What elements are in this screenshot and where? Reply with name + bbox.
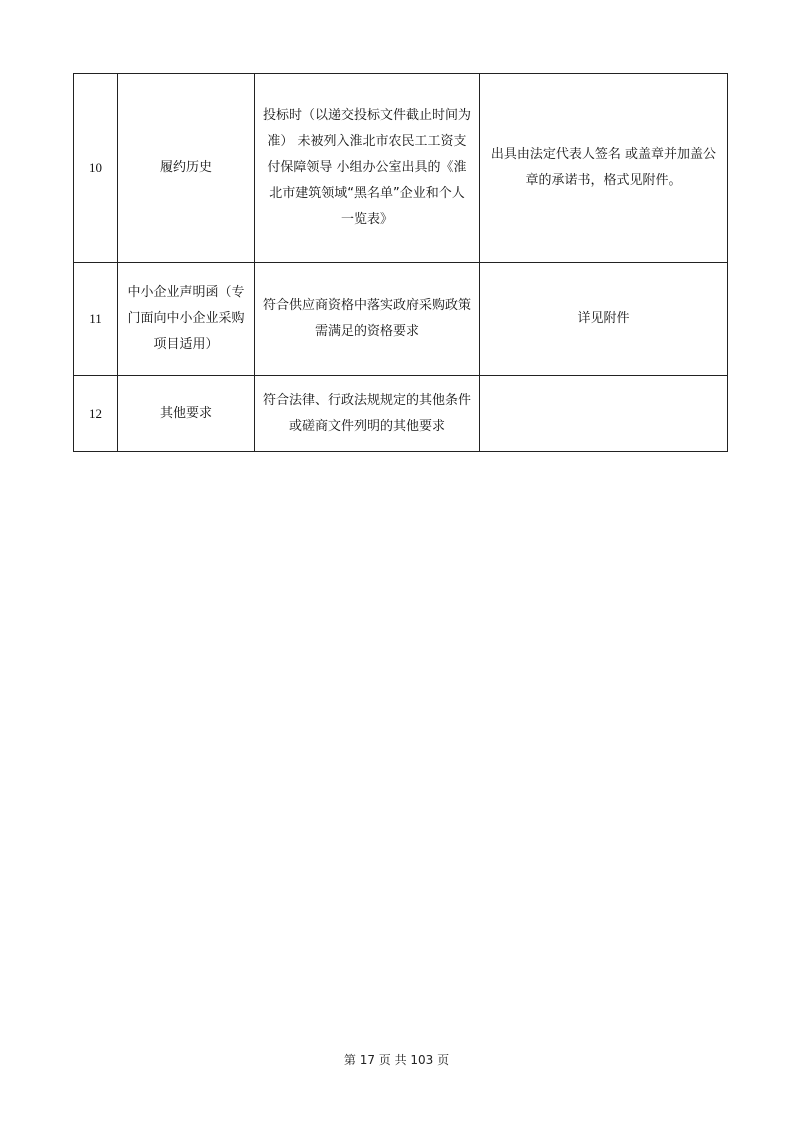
- row-item-name: 其他要求: [118, 376, 255, 452]
- row-item-name: 履约历史: [118, 74, 255, 263]
- row-proof: 详见附件: [480, 263, 728, 376]
- table-row: [74, 376, 728, 452]
- table-row: [74, 263, 728, 376]
- row-requirement: 符合法律、行政法规规定的其他条件或磋商文件列明的其他要求: [255, 376, 480, 452]
- row-proof: [480, 376, 728, 452]
- page-footer: 第 17 页 共 103 页: [343, 1053, 450, 1067]
- row-item-name: 中小企业声明函（专门面向中小企业采购项目适用）: [118, 263, 255, 376]
- qualification-table: [73, 73, 728, 452]
- row-requirement: 投标时（以递交投标文件截止时间为准） 未被列入淮北市农民工工资支付保障领导 小组办公室出具的《淮北市建筑领域“黑名单”企业和个人一览表》: [255, 74, 480, 263]
- row-number: 10: [74, 74, 118, 263]
- table-row: [74, 74, 728, 263]
- row-requirement: 符合供应商资格中落实政府采购政策需满足的资格要求: [255, 263, 480, 376]
- row-number: 11: [74, 263, 118, 376]
- row-proof: 出具由法定代表人签名 或盖章并加盖公章的承诺书，格式见附件。: [480, 74, 728, 263]
- row-number: 12: [74, 376, 118, 452]
